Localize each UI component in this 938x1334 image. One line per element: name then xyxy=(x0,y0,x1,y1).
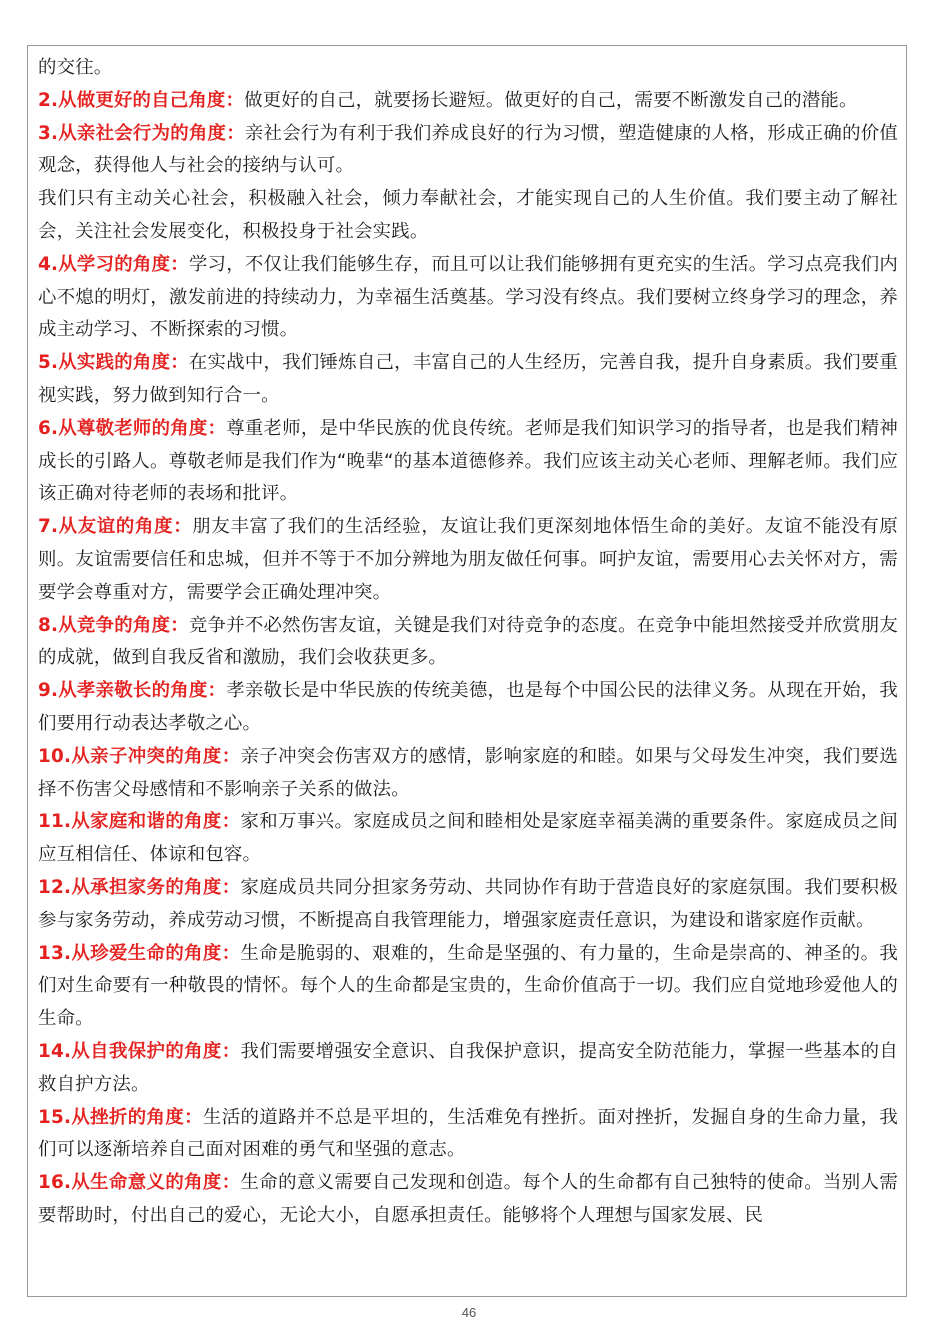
paragraph-14 xyxy=(38,1036,898,1102)
paragraph-text: 尊重老师，是中华民族的优良传统。老师是我们知识学习的指导者，也是我们精神成长的引路人。尊敬老师是我们作为“晚辈“的基本道德修养。我们应该主动关心老师、理解老师。我们应该正确对待老师的表场和批评。 xyxy=(38,417,898,505)
paragraph-text: 竞争并不必然伤害友谊，关键是我们对待竞争的态度。在竞争中能坦然接受并欣赏朋友的成就，做到自我反省和激励，我们会收获更多。 xyxy=(38,614,898,669)
paragraph-text: 朋友丰富了我们的生活经验，友谊让我们更深刻地体悟生命的美好。友谊不能没有原则。友谊需要信任和忠城，但并不等于不加分辨地为朋友做任何事。呵护友谊，需要用心去关怀对方，需要学会尊重对方，需要学会正确处理冲突。 xyxy=(38,516,898,603)
section-heading: 13.从珍爱生命的角度： xyxy=(38,942,241,964)
paragraph-10 xyxy=(38,741,898,807)
section-heading: 12.从承担家务的角度： xyxy=(38,876,241,898)
page-number: 46 xyxy=(461,1305,477,1320)
section-heading: 16.从生命意义的角度： xyxy=(38,1172,241,1194)
section-heading: 5.从实践的角度： xyxy=(38,352,189,374)
paragraph-text: 生命是脆弱的、艰难的，生命是坚强的、有力量的，生命是崇高的、神圣的。我们对生命要有一种敬畏的情怀。每个人的生命都是宝贵的，生命价值高于一切。我们应自觉地珍爱他人的生命。 xyxy=(38,942,898,1030)
paragraph-text: 家和万事兴。家庭成员之间和睦相处是家庭幸福美满的重要条件。家庭成员之间应互相信任、体谅和包容。 xyxy=(38,811,898,866)
paragraph-text: 我们需要增强安全意识、自我保护意识，提高安全防范能力，掌握一些基本的自救自护方法。 xyxy=(38,1040,898,1095)
paragraph-15 xyxy=(38,1102,898,1168)
section-heading: 3.从亲社会行为的角度： xyxy=(38,122,245,144)
paragraph-13 xyxy=(38,938,898,1036)
paragraph-text: 做更好的自己，就要扬长避短。做更好的自己，需要不断激发自己的潜能。 xyxy=(244,89,858,111)
section-heading: 2.从做更好的自己角度： xyxy=(38,89,245,111)
document-frame xyxy=(27,45,907,1297)
section-heading: 14.从自我保护的角度： xyxy=(38,1040,241,1062)
section-heading: 15.从挫折的角度： xyxy=(38,1106,203,1128)
paragraph-8 xyxy=(38,610,898,676)
paragraph-text: 我们只有主动关心社会，积极融入社会，倾力奉献社会，才能实现自己的人生价值。我们要主动了解社会，关注社会发展变化，积极投身于社会实践。 xyxy=(38,188,898,242)
paragraph-2 xyxy=(38,85,898,118)
section-heading: 10.从亲子冲突的角度： xyxy=(38,745,241,767)
paragraph-text: 生活的道路并不总是平坦的，生活难免有挫折。面对挫折，发掘自身的生命力量，我们可以逐渐培养自己面对困难的勇气和坚强的意志。 xyxy=(38,1106,898,1161)
paragraph-3-continued xyxy=(38,183,898,249)
paragraph-16 xyxy=(38,1167,898,1233)
paragraph-7 xyxy=(38,511,898,609)
paragraph-text: 学习，不仅让我们能够生存，而且可以让我们能够拥有更充实的生活。学习点亮我们内心不熄的明灯，激发前进的持续动力，为幸福生活奠基。学习没有终点。我们要树立终身学习的理念，养成主动学习、不断探索的习惯。 xyxy=(38,253,898,341)
section-heading: 11.从家庭和谐的角度： xyxy=(38,811,241,833)
paragraph-12 xyxy=(38,872,898,938)
paragraph-text: 孝亲敬长是中华民族的传统美德，也是每个中国公民的法律义务。从现在开始，我们要用行动表达孝敬之心。 xyxy=(38,680,898,734)
section-heading: 9.从孝亲敬长的角度： xyxy=(38,680,227,702)
paragraph-text: 的交往。 xyxy=(38,57,113,78)
section-heading: 7.从友谊的角度： xyxy=(38,516,193,538)
paragraph-11 xyxy=(38,806,898,872)
paragraph-9 xyxy=(38,675,898,741)
paragraph-4 xyxy=(38,249,898,347)
section-heading: 8.从竞争的角度： xyxy=(38,614,189,636)
paragraph-5 xyxy=(38,347,898,413)
document-body xyxy=(28,46,906,1233)
paragraph-text: 亲社会行为有利于我们养成良好的行为习惯，塑造健康的人格，形成正确的价值观念，获得他人与社会的接纳与认可。 xyxy=(38,122,898,177)
paragraph-text: 生命的意义需要自己发现和创造。每个人的生命都有自己独特的使命。当别人需要帮助时，付出自己的爱心，无论大小，自愿承担责任。能够将个人理想与国家发展、民 xyxy=(38,1172,898,1226)
paragraph-text: 亲子冲突会伤害双方的感情，影响家庭的和睦。如果与父母发生冲突，我们要选择不伤害父母感情和不影响亲子关系的做法。 xyxy=(38,745,898,800)
paragraph-text: 在实战中，我们锤炼自己，丰富自己的人生经历，完善自我，提升自身素质。我们要重视实践，努力做到知行合一。 xyxy=(38,352,898,406)
section-heading: 6.从尊敬老师的角度： xyxy=(38,417,227,439)
paragraph-3 xyxy=(38,118,898,184)
paragraph-text: 家庭成员共同分担家务劳动、共同协作有助于营造良好的家庭氛围。我们要积极参与家务劳动，养成劳动习惯，不断提高自我管理能力，增强家庭责任意识，为建设和谐家庭作贡献。 xyxy=(38,876,898,931)
paragraph-6 xyxy=(38,413,898,511)
section-heading: 4.从学习的角度： xyxy=(38,253,189,275)
paragraph-intro-tail xyxy=(38,52,898,85)
